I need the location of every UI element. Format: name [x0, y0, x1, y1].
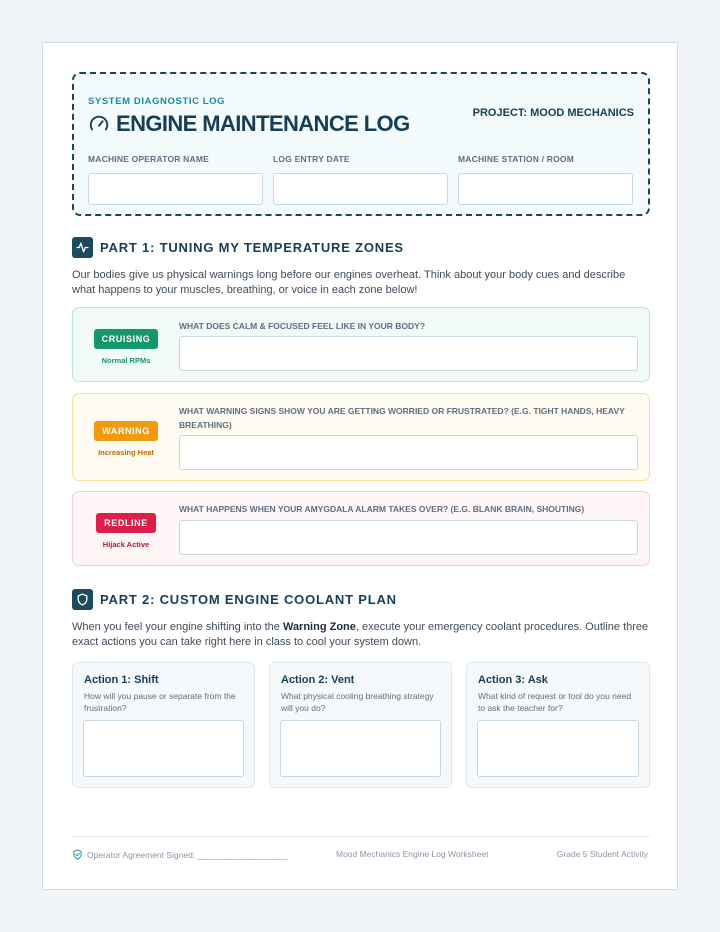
zone-badge-group	[73, 329, 179, 365]
action-card-vent	[269, 662, 452, 788]
shield-check-icon	[72, 849, 83, 860]
page-title: ENGINE MAINTENANCE LOG	[116, 111, 410, 136]
worksheet-page	[42, 42, 678, 890]
redline-answer-input[interactable]	[179, 520, 638, 555]
ask-answer-input[interactable]	[477, 720, 639, 777]
redline-badge: REDLINE	[96, 513, 156, 533]
operator-name-field	[88, 154, 263, 205]
footer-right-text: Grade 5 Student Activity	[556, 849, 648, 859]
shift-answer-input[interactable]	[83, 720, 244, 777]
intro-text: When you feel your engine shifting into the	[72, 621, 283, 633]
zone-badge-group	[73, 513, 179, 549]
zone-card-redline	[72, 491, 650, 566]
intro-text: , execute your emergency coolant procedures. Outline three exact actions you can take right here in class to cool your system down.	[72, 621, 649, 648]
zone-question: WHAT HAPPENS WHEN YOUR AMYGDALA ALARM TAKES OVER? (E.G. BLANK BRAIN, SHOUTING)	[179, 504, 585, 514]
part1-icon-tile	[72, 237, 93, 258]
header-panel	[72, 72, 650, 216]
action-prompt: What physical cooling breathing strategy will you do?	[281, 691, 434, 713]
action-prompt: What kind of request or tool do you need to ask the teacher for?	[478, 691, 632, 713]
action-card-ask	[466, 662, 650, 788]
footer-divider	[72, 836, 650, 837]
cruising-badge: CRUISING	[94, 329, 159, 349]
zone-question: WHAT DOES CALM & FOCUSED FEEL LIKE IN YOUR BODY?	[179, 321, 426, 331]
zone-subtitle: Increasing Heat	[98, 448, 154, 457]
log-date-input[interactable]	[273, 173, 448, 205]
field-label: MACHINE OPERATOR NAME	[88, 154, 210, 164]
part1-heading	[72, 237, 404, 258]
speedometer-icon	[88, 113, 110, 135]
pulse-icon	[76, 241, 89, 254]
part2-intro	[72, 620, 650, 649]
field-label: LOG ENTRY DATE	[273, 154, 350, 164]
action-title: Action 3: Ask	[478, 674, 548, 686]
zone-card-warning	[72, 393, 650, 481]
zone-card-cruising	[72, 307, 650, 382]
action-prompt: How will you pause or separate from the frustration?	[84, 691, 236, 713]
part2-title: PART 2: CUSTOM ENGINE COOLANT PLAN	[100, 592, 397, 607]
vent-answer-input[interactable]	[280, 720, 441, 777]
zone-badge-group	[73, 421, 179, 457]
footer-signature	[72, 849, 287, 860]
zone-subtitle: Normal RPMs	[101, 356, 151, 365]
footer-center-text: Mood Mechanics Engine Log Worksheet	[336, 849, 489, 859]
signature-line: Operator Agreement Signed: ___________________	[87, 849, 288, 860]
operator-name-input[interactable]	[88, 173, 263, 205]
project-label: PROJECT: MOOD MECHANICS	[472, 107, 634, 119]
station-room-field	[458, 154, 633, 205]
station-room-input[interactable]	[458, 173, 633, 205]
warning-badge: WARNING	[94, 421, 158, 441]
field-label: MACHINE STATION / ROOM	[458, 154, 574, 164]
part1-intro: Our bodies give us physical warnings long before our engines overheat. Think about your body cues and describe what happens to your muscles, breathing, or voice in each zone below!	[72, 269, 626, 296]
action-title: Action 2: Vent	[281, 674, 355, 686]
warning-answer-input[interactable]	[179, 435, 638, 470]
part2-heading	[72, 589, 397, 610]
zone-question: WHAT WARNING SIGNS SHOW YOU ARE GETTING WORRIED OR FRUSTRATED? (E.G. TIGHT HANDS, HEAVY BREATHING)	[179, 406, 625, 430]
part1-title: PART 1: TUNING MY TEMPERATURE ZONES	[100, 240, 404, 255]
part2-icon-tile	[72, 589, 93, 610]
zone-subtitle: Hijack Active	[102, 540, 150, 549]
cruising-answer-input[interactable]	[179, 336, 638, 371]
log-date-field	[273, 154, 448, 205]
action-title: Action 1: Shift	[84, 674, 159, 686]
shield-icon	[76, 593, 89, 606]
intro-emphasis: Warning Zone	[282, 621, 356, 633]
title-row	[88, 111, 410, 137]
action-card-shift	[72, 662, 255, 788]
header-kicker: SYSTEM DIAGNOSTIC LOG	[88, 96, 226, 107]
